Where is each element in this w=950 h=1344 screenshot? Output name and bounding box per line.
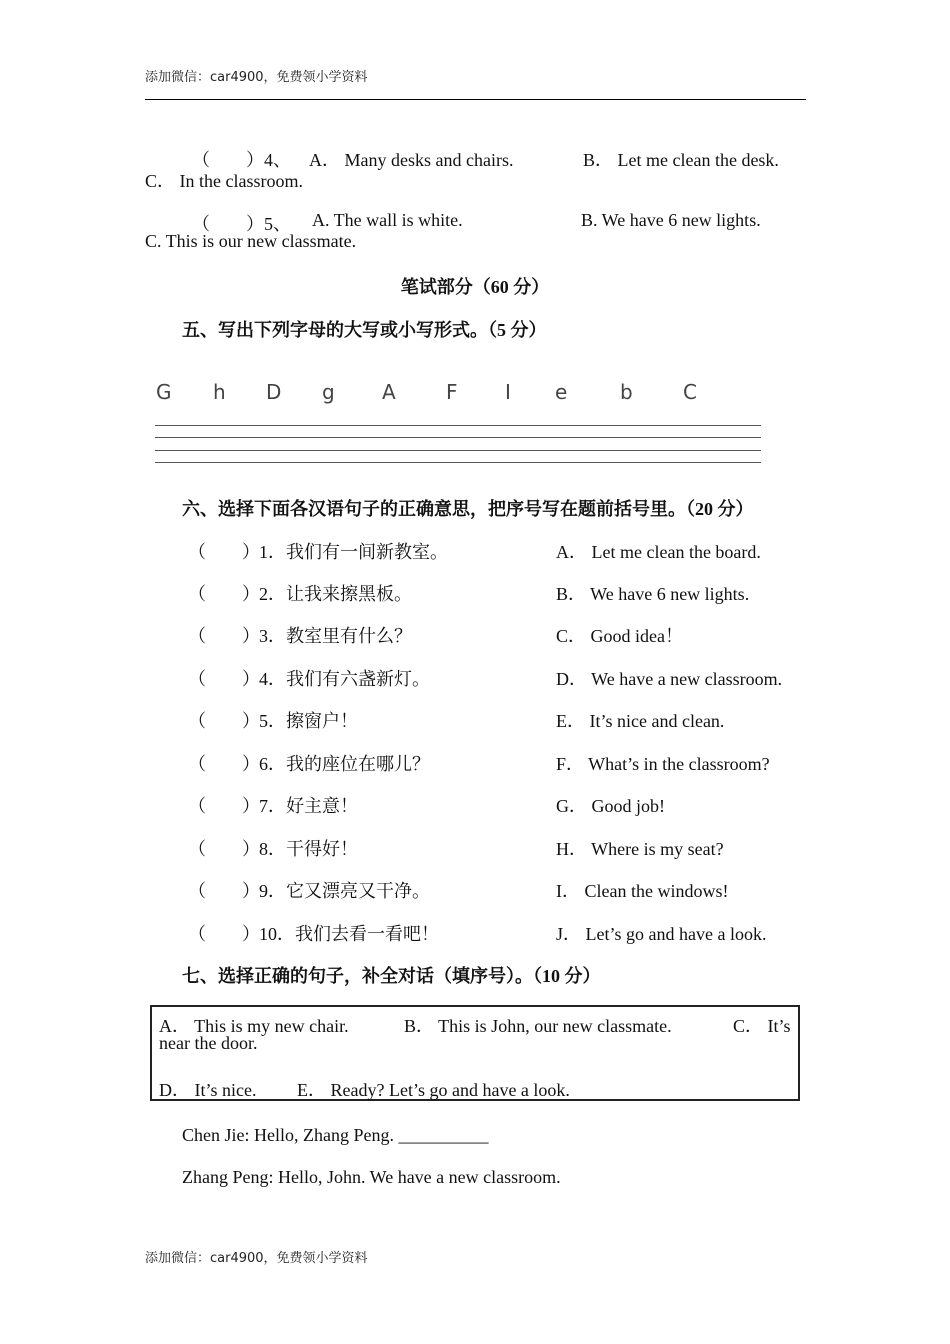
section7-title: 七、选择正确的句子，补全对话（填序号）。（10 分） xyxy=(182,966,601,986)
s6-chinese: 9．它又漂亮又干净。 xyxy=(259,881,430,901)
s6-english: H． Where is my seat? xyxy=(556,839,724,859)
s6-chinese: 3．教室里有什么？ xyxy=(259,626,412,646)
s7-option-e: E． Ready? Let’s go and have a look. xyxy=(297,1080,570,1100)
s6-chinese: 10．我们去看一看吧！ xyxy=(259,924,439,944)
q4-option-c: C． In the classroom. xyxy=(145,171,303,191)
letter-item: F xyxy=(446,380,458,404)
q5-option-c: C. This is our new classmate. xyxy=(145,231,357,251)
q5-paren: （ ）5、 xyxy=(192,214,291,234)
s7-option-a: A． This is my new chair. xyxy=(159,1016,349,1036)
s6-english: E． It’s nice and clean. xyxy=(556,711,725,731)
writing-line xyxy=(155,462,761,463)
letter-item: C xyxy=(683,380,697,404)
s6-paren: （ ） xyxy=(188,796,260,816)
writing-line xyxy=(155,437,761,438)
dialogue-line: Zhang Peng: Hello, John. We have a new classroom. xyxy=(182,1167,561,1187)
s6-paren: （ ） xyxy=(188,584,260,604)
s6-english: I． Clean the windows! xyxy=(556,881,729,901)
letter-item: I xyxy=(505,380,511,404)
s6-chinese: 8．干得好！ xyxy=(259,839,358,859)
s6-chinese: 1．我们有一间新教室。 xyxy=(259,542,448,562)
page-footer: 添加微信：car4900，免费领小学资料 xyxy=(145,1251,368,1266)
q5-option-a: A. The wall is white. xyxy=(312,210,463,230)
s6-chinese: 7．好主意！ xyxy=(259,796,358,816)
s6-paren: （ ） xyxy=(188,754,260,774)
s6-chinese: 6．我的座位在哪儿？ xyxy=(259,754,430,774)
header-divider xyxy=(145,99,806,100)
letter-item: b xyxy=(620,380,633,404)
page-header: 添加微信：car4900，免费领小学资料 xyxy=(145,70,368,85)
s6-chinese: 5．擦窗户！ xyxy=(259,711,358,731)
s7-option-c-cont: near the door. xyxy=(159,1033,258,1053)
s6-paren: （ ） xyxy=(188,711,260,731)
letter-item: e xyxy=(555,380,568,404)
written-part-title: 笔试部分（60 分） xyxy=(400,277,550,297)
s6-paren: （ ） xyxy=(188,542,260,562)
letter-item: g xyxy=(322,380,335,404)
s7-option-d: D． It’s nice. xyxy=(159,1080,257,1100)
q4-paren: （ ）4、 xyxy=(192,150,291,170)
letter-item: G xyxy=(156,380,172,404)
s6-english: C． Good idea！ xyxy=(556,626,683,646)
s6-paren: （ ） xyxy=(188,626,260,646)
s6-paren: （ ） xyxy=(188,924,260,944)
section5-title: 五、写出下列字母的大写或小写形式。（5 分） xyxy=(182,320,547,340)
letter-row xyxy=(150,380,770,410)
s6-paren: （ ） xyxy=(188,669,260,689)
s6-english: B． We have 6 new lights. xyxy=(556,584,750,604)
letter-item: h xyxy=(213,380,226,404)
s7-option-c: C． It’s xyxy=(733,1016,791,1036)
s6-english: A． Let me clean the board. xyxy=(556,542,761,562)
q5-option-b: B. We have 6 new lights. xyxy=(581,210,761,230)
s6-english: G． Good job! xyxy=(556,796,665,816)
dialogue-line: Chen Jie: Hello, Zhang Peng. __________ xyxy=(182,1125,489,1145)
letter-item: A xyxy=(382,380,396,404)
q4-option-b: B． Let me clean the desk. xyxy=(583,150,779,170)
s6-english: J． Let’s go and have a look. xyxy=(556,924,767,944)
s6-english: F． What’s in the classroom? xyxy=(556,754,770,774)
writing-line xyxy=(155,425,761,426)
s6-english: D． We have a new classroom. xyxy=(556,669,783,689)
s7-option-b: B． This is John, our new classmate. xyxy=(404,1016,672,1036)
s6-paren: （ ） xyxy=(188,881,260,901)
q4-option-a: A． Many desks and chairs. xyxy=(309,150,514,170)
writing-line xyxy=(155,450,761,451)
s6-chinese: 4．我们有六盏新灯。 xyxy=(259,669,430,689)
letter-item: D xyxy=(266,380,282,404)
section6-title: 六、选择下面各汉语句子的正确意思，把序号写在题前括号里。（20 分） xyxy=(182,499,754,519)
s6-paren: （ ） xyxy=(188,839,260,859)
s6-chinese: 2．让我来擦黑板。 xyxy=(259,584,412,604)
